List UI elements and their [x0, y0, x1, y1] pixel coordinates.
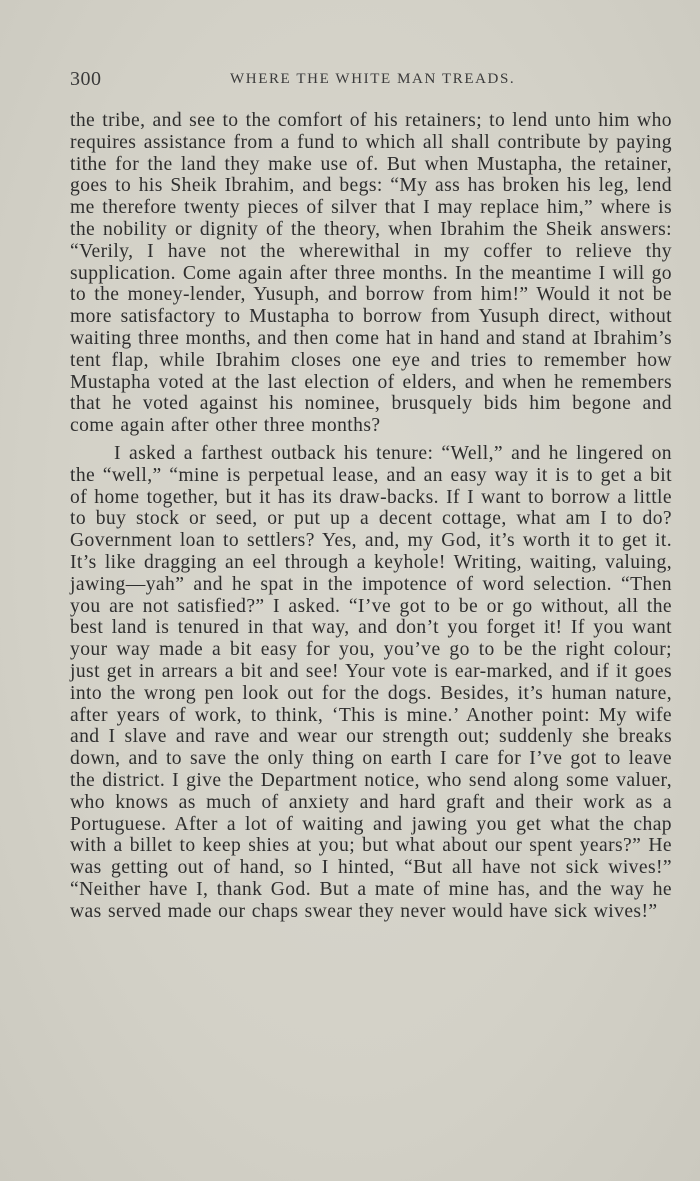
running-title: WHERE THE WHITE MAN TREADS. — [230, 71, 516, 87]
page-header — [70, 68, 674, 96]
page-number: 300 — [70, 68, 102, 90]
body-text — [70, 110, 672, 922]
paragraph-tenure-dialogue: I asked a farthest outback his tenure: “Well,” and he lingered on the “well,” “mine is perpetual lease, and an easy way it is to get a bit of home together, but it has its draw-backs. If I want to borrow a little to buy stock or seed, or put up a decent cottage, what am I to do? Government loan to settlers? Yes, and, my God, it’s worth it to get it. It’s like dragging an eel through a keyhole! Writing, waiting, valuing, jawing—yah” and he spat in the impotence of word selection. “Then you are not satisfied?” I asked. “I’ve got to be or go without, all the best land is tenured in that way, and don’t you forget it! If you want your way made a bit easy for you, you’ve go to be the right colour; just get in arrears a bit and see! Your vote is ear-marked, and if it goes into the wrong pen look out for the dogs. Besides, it’s human nature, after years of work, to think, ‘This is mine.’ Another point: My wife and I slave and rave and wear our strength out; suddenly she breaks down, and to save the only thing on earth I care for I’ve got to leave the district. I give the Department notice, who send along some valuer, who knows as much of anxiety and hard graft and their work as a Portuguese. After a lot of waiting and jawing you get what the chap with a billet to keep shies at you; but what about our spent years?” He was getting out of hand, so I hinted, “But all have not sick wives!” “Neither have I, thank God. But a mate of mine has, and the way he was served made our chaps swear they never would have sick wives!” — [70, 442, 672, 922]
paragraph-continuation: the tribe, and see to the comfort of his retainers; to lend unto him who requires assistance from a fund to which all shall contribute by paying tithe for the land they make use of. But when Mustapha, the retainer, goes to his Sheik Ibrahim, and begs: “My ass has broken his leg, lend me therefore twenty pieces of silver that I may replace him,” where is the nobility or dignity of the theory, when Ibrahim the Sheik answers: “Verily, I have not the wherewithal in my coffer to relieve thy supplication. Come again after three months. In the meantime I will go to the money-lender, Yusuph, and borrow from him!” Would it not be more satisfactory to Mustapha to borrow from Yusuph direct, without waiting three months, and then come hat in hand and stand at Ibrahim’s tent flap, while Ibrahim closes one eye and tries to remember how Mustapha voted at the last election of elders, and when he remembers that he voted against his nominee, brusquely bids him begone and come again after other three months? — [70, 110, 672, 437]
